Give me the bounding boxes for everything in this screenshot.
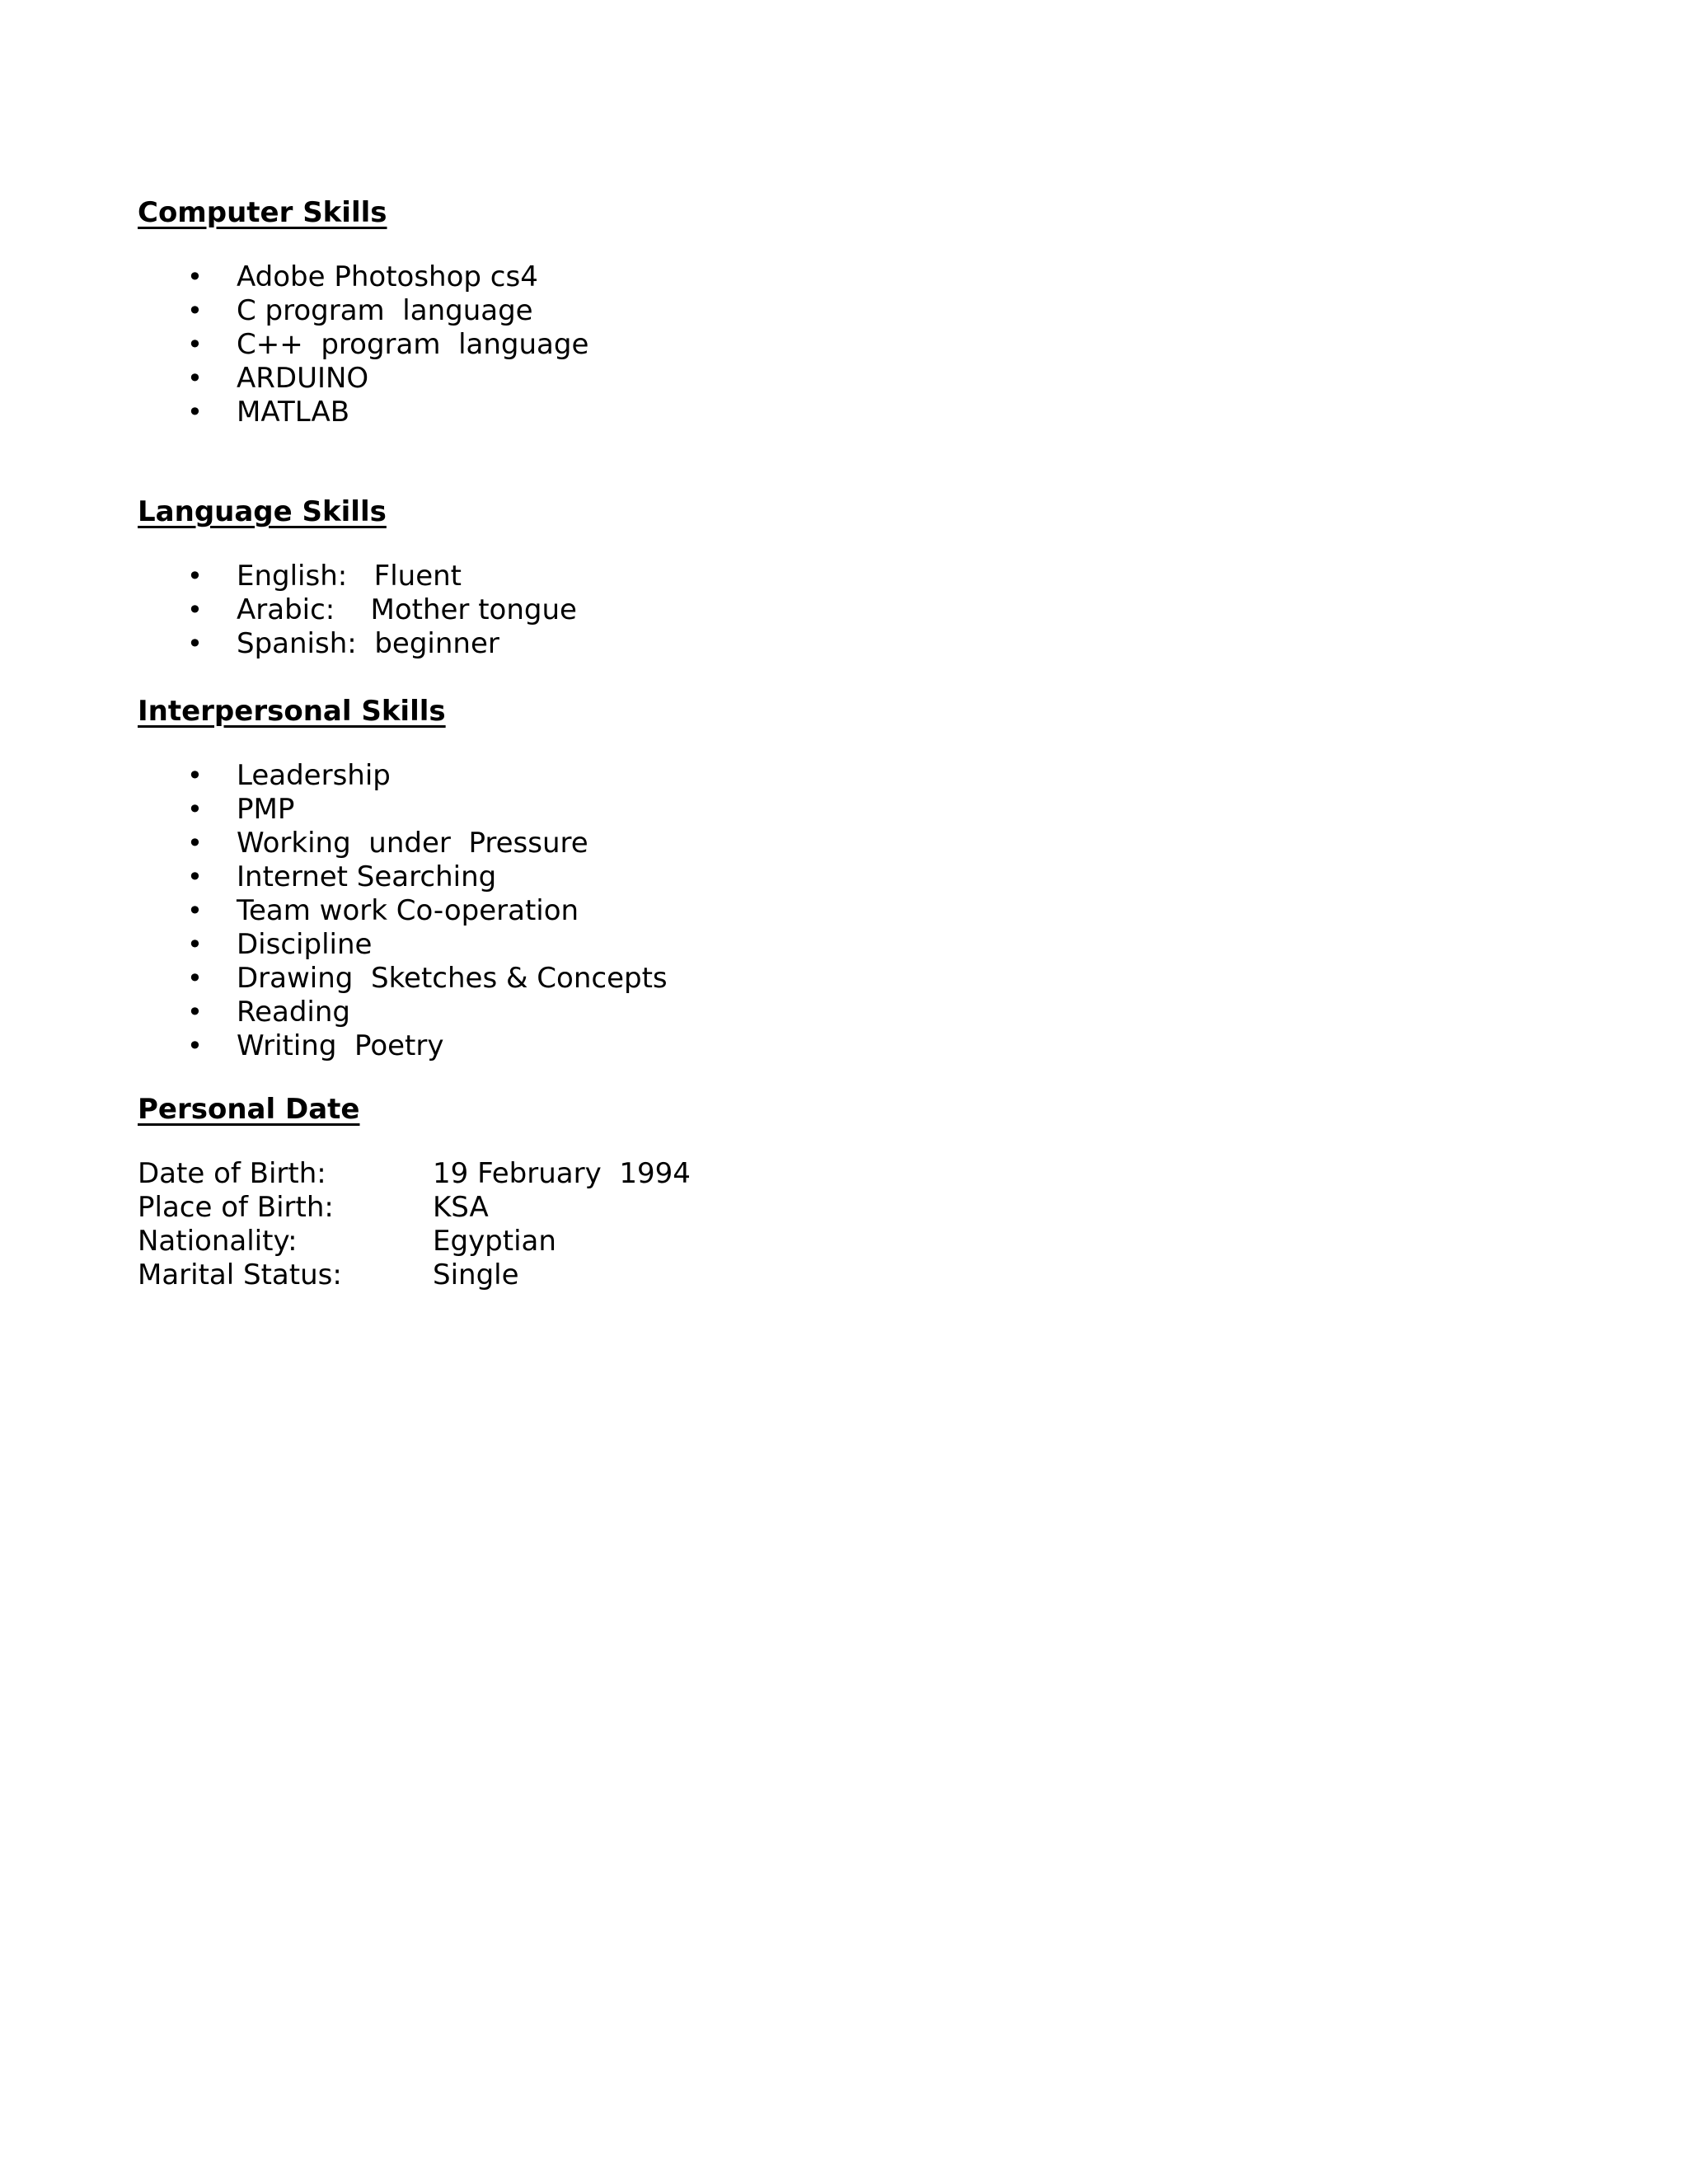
interpersonal-skills-section [138,695,1127,1063]
list-item: • PMP [187,793,295,826]
personal-date-section [138,1093,1127,1292]
info-value: Single [433,1258,519,1291]
bullet-icon: • [187,861,203,893]
bullet-icon: • [187,329,203,360]
list-item: • Reading [187,996,351,1029]
language-skills-section [138,495,1127,661]
info-label: Nationality: [138,1225,298,1258]
list-item: • MATLAB [187,396,350,429]
list-item: • Writing Poetry [187,1029,444,1062]
language-skills-list [138,560,1127,661]
list-item: • Team work Co-operation [187,894,579,927]
bullet-icon: • [187,794,203,825]
bullet-icon: • [187,363,203,394]
info-row-marital-status [138,1258,1127,1292]
list-item: • Working under Pressure [187,827,588,860]
bullet-icon: • [187,628,203,659]
info-value: 19 February 1994 [433,1157,691,1190]
list-item: • C++ program language [187,328,589,361]
info-row-date-of-birth [138,1157,1127,1191]
language-skills-heading: Language Skills [138,495,387,528]
bullet-icon: • [187,560,203,592]
personal-date-heading: Personal Date [138,1093,360,1126]
bullet-icon: • [187,996,203,1028]
bullet-icon: • [187,760,203,791]
bullet-icon: • [187,895,203,926]
info-value: KSA [433,1191,489,1224]
bullet-icon: • [187,396,203,428]
info-row-place-of-birth [138,1191,1127,1225]
info-label: Date of Birth: [138,1157,326,1190]
personal-info-table [138,1157,1127,1292]
computer-skills-section [138,196,1127,429]
list-item: • Leadership [187,759,391,792]
list-item: • Drawing Sketches & Concepts [187,962,668,995]
bullet-icon: • [187,827,203,859]
computer-skills-heading: Computer Skills [138,196,387,229]
bullet-icon: • [187,963,203,994]
info-row-nationality [138,1225,1127,1258]
info-label: Place of Birth: [138,1191,334,1224]
info-value: Egyptian [433,1225,556,1258]
list-item: • Spanish: beginner [187,627,499,660]
list-item: • Internet Searching [187,860,497,893]
list-item: • ARDUINO [187,362,369,395]
list-item: • Arabic: Mother tongue [187,593,577,626]
bullet-icon: • [187,1030,203,1062]
bullet-icon: • [187,261,203,293]
list-item: • Discipline [187,928,373,961]
list-item: • English: Fluent [187,560,462,593]
interpersonal-skills-list [138,759,1127,1063]
interpersonal-skills-heading: Interpersonal Skills [138,695,446,728]
bullet-icon: • [187,594,203,626]
computer-skills-list [138,260,1127,429]
bullet-icon: • [187,295,203,326]
info-label: Marital Status: [138,1258,342,1291]
bullet-icon: • [187,929,203,960]
list-item: • C program language [187,294,533,327]
list-item: • Adobe Photoshop cs4 [187,260,538,293]
